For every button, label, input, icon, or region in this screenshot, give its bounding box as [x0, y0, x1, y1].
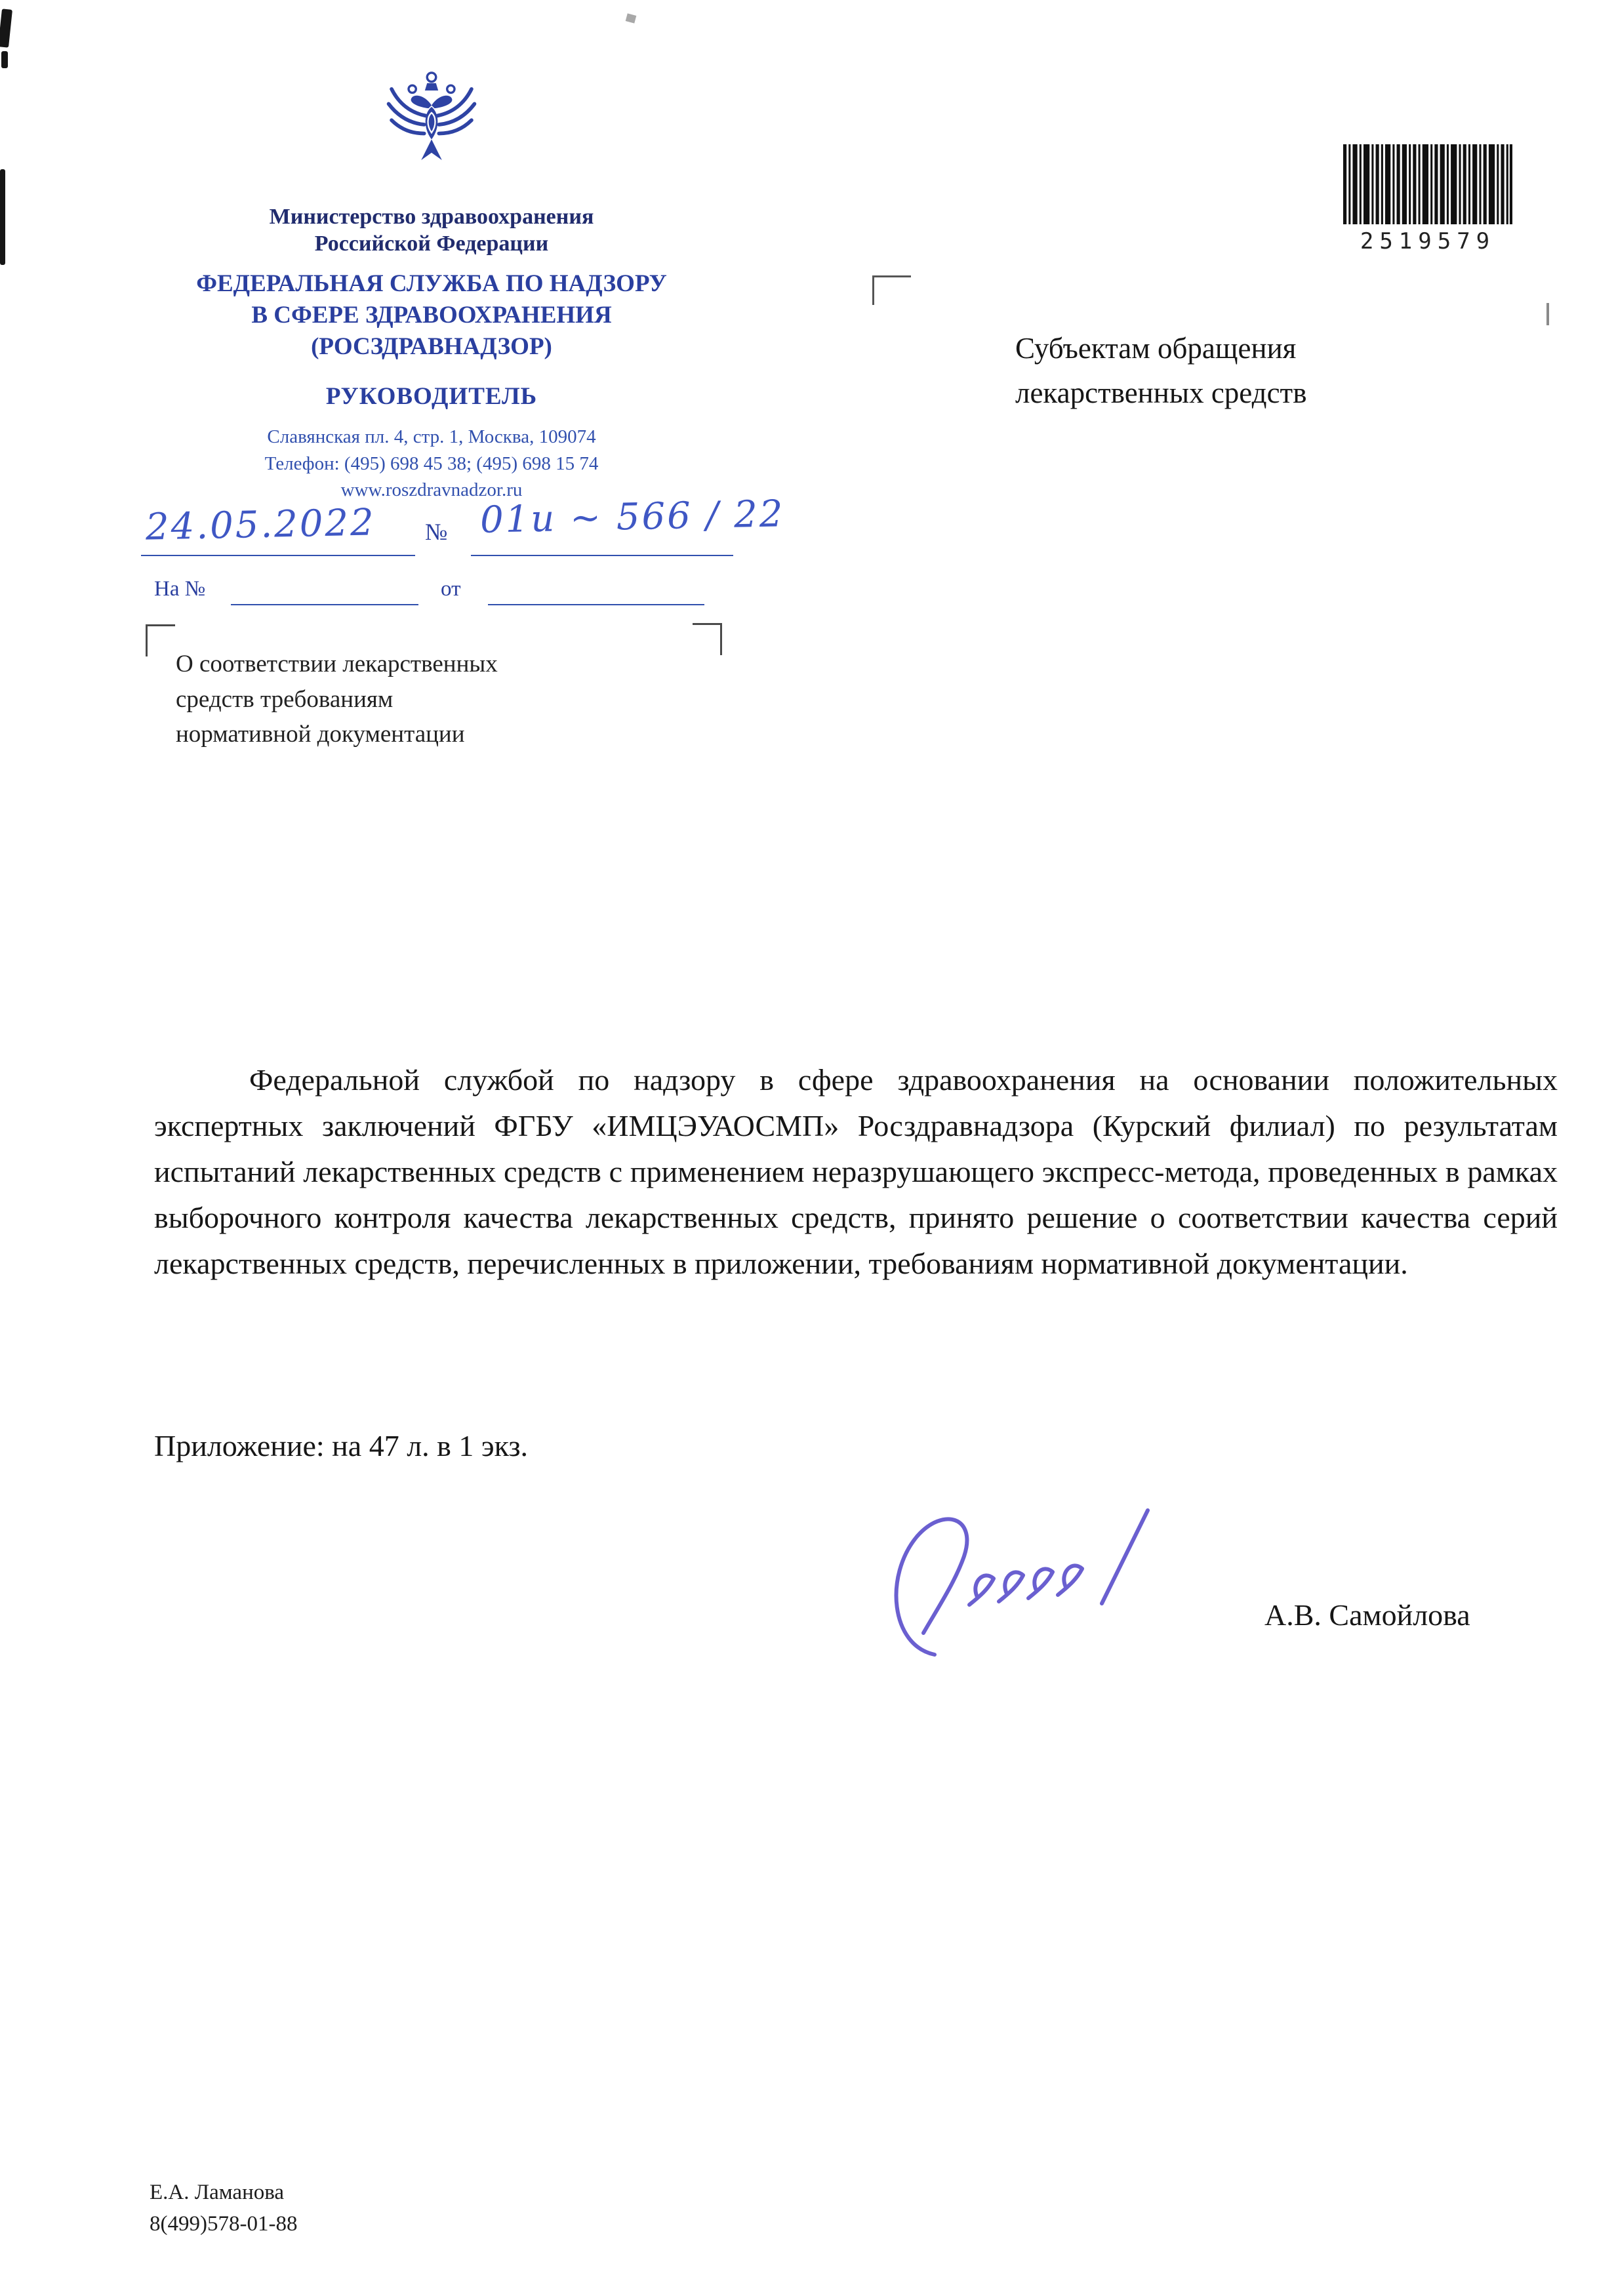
handwritten-signature: [872, 1499, 1181, 1662]
executor-phone: 8(499)578-01-88: [150, 2211, 298, 2236]
org-phone: Телефон: (495) 698 45 38; (495) 698 15 74: [264, 453, 599, 474]
reply-date-blank-line: [488, 603, 704, 605]
recipient-line2: лекарственных средств: [1015, 376, 1307, 409]
reply-from-label: от: [441, 577, 461, 601]
recipient-line1: Субъектам обращения: [1015, 332, 1297, 365]
scan-artifact: [626, 13, 637, 23]
service-name-line1: ФЕДЕРАЛЬНАЯ СЛУЖБА ПО НАДЗОРУ: [196, 270, 667, 297]
scan-artifact: [1, 51, 8, 68]
handwritten-outgoing-number: 01и ~ 566 / 22: [479, 493, 786, 542]
scan-artifact: [0, 9, 12, 47]
ministry-name-line1: Министерство здравоохранения: [269, 205, 594, 229]
addressee-corner-mark: [872, 275, 911, 305]
executor-name: Е.А. Ламанова: [150, 2181, 285, 2204]
subject-line3: нормативной документации: [176, 721, 465, 748]
org-website: www.roszdravnadzor.ru: [340, 479, 523, 501]
reply-number-label: На №: [154, 577, 206, 601]
recipient-block: [1015, 327, 1461, 415]
position-title: РУКОВОДИТЕЛЬ: [325, 383, 538, 411]
signer-name: А.В. Самойлова: [1264, 1598, 1470, 1632]
scan-artifact: [0, 169, 5, 265]
subject-line1: О соответствии лекарственных: [176, 651, 498, 677]
org-address: Славянская пл. 4, стр. 1, Москва, 109074: [267, 426, 596, 448]
subject-line2: средств требованиям: [176, 685, 394, 713]
subject-corner-mark-right: [693, 623, 722, 655]
subject-corner-mark-left: [146, 624, 175, 656]
russia-coat-of-arms-icon: [380, 70, 483, 191]
subject-block: [176, 647, 687, 752]
barcode-block: [1343, 144, 1512, 254]
attachment-note: Приложение: на 47 л. в 1 экз.: [154, 1429, 529, 1462]
barcode-number: 2519579: [1360, 228, 1496, 254]
scan-artifact: [1546, 303, 1549, 325]
number-sign-label: №: [425, 519, 448, 545]
handwritten-date: 24.05.2022: [145, 501, 376, 549]
date-blank-line: [141, 554, 415, 556]
letter-body-paragraph: Федеральной службой по надзору в сфере здравоохранения на основании положительных экспертных заключений ФГБУ «ИМЦЭУАОСМП» Росздравнадзора (Курский филиал) по результатам испытаний лекарственных средств с применением неразрушающего экспресс-метода, проведенных в рамках выборочного контроля качества лекарственных средств, принято решение о соответствии качества серий лекарственных средств, перечисленных в приложении, требованиям нормативной документации.: [154, 1063, 1558, 1280]
service-name-line3: (РОСЗДРАВНАДЗОР): [311, 333, 552, 361]
ministry-name-line2: Российской Федерации: [314, 232, 549, 256]
letterhead: [140, 70, 723, 504]
reply-number-blank-line: [231, 603, 418, 605]
service-name-line2: В СФЕРЕ ЗДРАВООХРАНЕНИЯ: [251, 302, 612, 329]
barcode: [1343, 144, 1512, 224]
executor-block: [150, 2177, 297, 2240]
number-blank-line: [471, 554, 733, 556]
